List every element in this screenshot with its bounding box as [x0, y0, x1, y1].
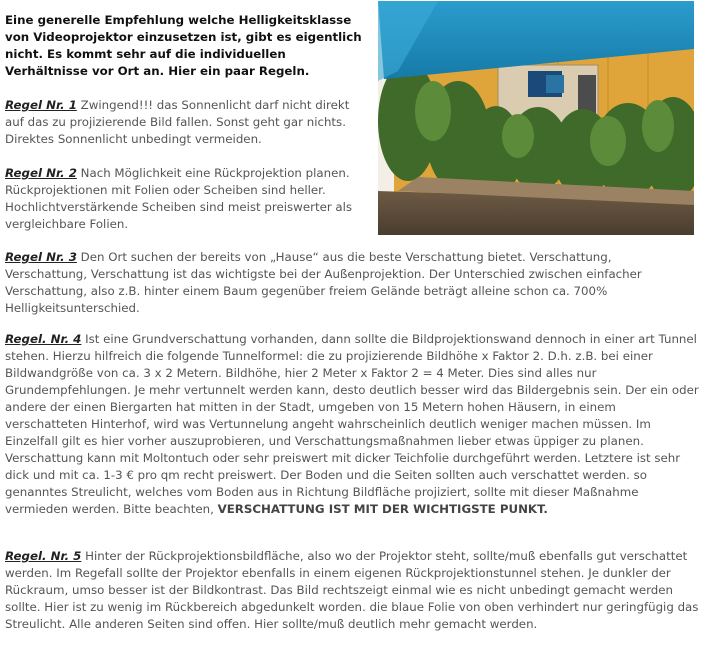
rule-4-label: Regel. Nr. 4	[5, 332, 82, 346]
rule-2-label: Regel Nr. 2	[5, 166, 77, 180]
rear-projection-photo	[378, 1, 694, 235]
rule-4-text: Ist eine Grundverschattung vorhanden, dann sollte die Bildprojektionswand dennoch in einer art Tunnel stehen. Hierzu hilfreich die folgende Tunnelformel: die zu projizierende Bildhöhe x Faktor 2. D.h. z.B. bei einer Bildwandgröße von ca. 3 x 2 Metern. Bildhöhe, hier 2 Meter x Faktor 2 = 4 Meter. Dies sind alles nur Grundempfehlungen. Je mehr vertunnelt werden kann, desto deutlich besser wird das Bildergebnis sein. Der ein oder andere der einen Biergarten hat mitten in der Stadt, umgeben von 15 Metern hohen Häusern, in einem verschatteten Hinterhof, wird was Vertunnelung angeht wahrscheinlich deutlich weniger machen müssen. Im Einzelfall gilt es hier vorher auszuprobieren, und Verschattungsmaßnahmen lieber etwas üppiger zu planen. Verschattung kann mit Moltontuch oder sehr preiswert mit dicker Teichfolie durchgeführt werden. Letztere ist sehr dick und mit ca. 1-3 € pro qm recht preiswert. Der Boden und die Seiten sollten auch verschattet werden. so genanntes Streulicht, welches vom Boden aus in Richtung Bildfläche projiziert, sollte mit dieser Maßnahme vermieden werden. Bitte beachten,	[5, 332, 699, 516]
rule-2-text: Nach Möglichkeit eine Rückprojektion planen. Rückprojektionen mit Folien oder Scheiben sind heller. Hochlichtverstärkende Scheiben sind meist preiswerter als vergleichbare Folien.	[5, 166, 353, 231]
rule-5-label: Regel. Nr. 5	[5, 549, 82, 563]
rule-1-text: Zwingend!!! das Sonnenlicht darf nicht direkt auf das zu projizierende Bild fallen. Sonst geht gar nichts. Direktes Sonnenlicht unbedingt vermeiden.	[5, 98, 350, 146]
rule-5-text: Hinter der Rückprojektionsbildfläche, also wo der Projektor steht, sollte/muß ebenfalls gut verschattet werden. Im Regefall sollte der Projektor ebenfalls in einem eigenen Rückprojektionstunnel stehen. Je dunkler der Rückraum, umso besser ist der Bildkontrast. Das Bild rechtszeigt einmal wie es nicht unbedingt gemacht werden sollte. Hier ist zu wenig im Rückbereich abgedunkelt worden. die blaue Folie von oben verhindert nur geringfügig das Streulicht. Alle anderen Seiten sind offen. Hier sollte/muß deutlich mehr gemacht werden.	[5, 549, 699, 631]
rule-3	[5, 249, 695, 317]
intro-text: Eine generelle Empfehlung welche Helligkeitsklasse von Videoprojektor einzusetzen ist, gibt es eigentlich nicht. Es kommt sehr auf die individuellen Verhältnisse vor Ort an. Hier ein paar Regeln.	[5, 13, 362, 78]
rule-3-text: Den Ort suchen der bereits von „Hause“ aus die beste Verschattung bietet. Verschattung, Verschattung, Verschattung ist das wichtigste bei der Außenprojektion. Der Unterschied zwischen einfacher Verschattung, also z.B. hinter einem Baum gegenüber freiem Gelände beträgt alleine schon ca. 700% Helligkeitsunterschied.	[5, 250, 642, 315]
rule-4-emphasis: VERSCHATTUNG IST MIT DER WICHTIGSTE PUNKT.	[217, 502, 548, 516]
rule-4	[5, 331, 699, 518]
rule-5	[5, 548, 699, 633]
rule-3-label: Regel Nr. 3	[5, 250, 77, 264]
rule-1-label: Regel Nr. 1	[5, 98, 77, 112]
rule-1	[5, 97, 367, 148]
rule-2	[5, 165, 367, 233]
